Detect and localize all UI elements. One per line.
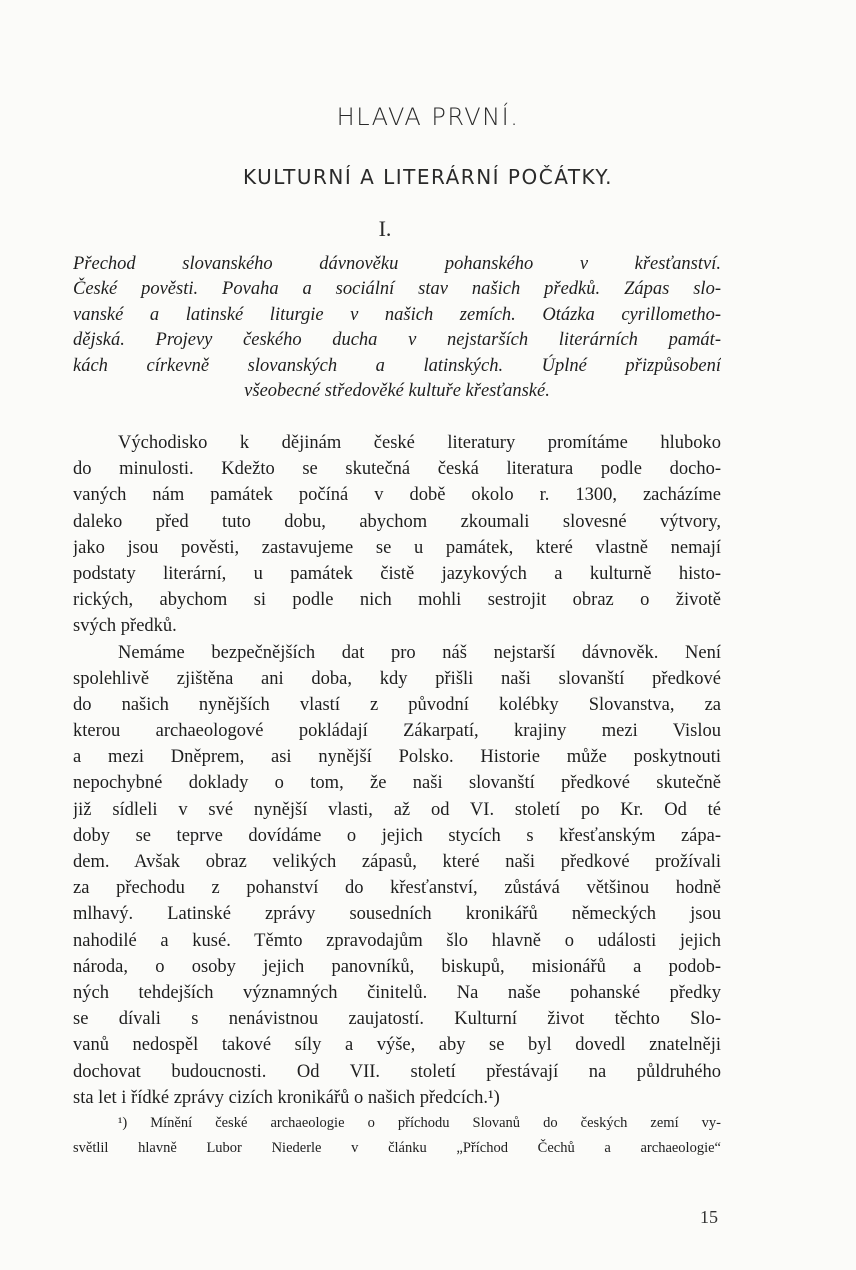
paragraph-line: nahodilé a kusé. Těmto zpravodajům šlo hlavně o události jejich <box>73 930 721 951</box>
paragraph-line: národa, o osoby jejich panovníků, biskupů, misionářů a podob- <box>73 956 721 977</box>
paragraph-line: dem. Avšak obraz velikých zápasů, které naši předkové prožívali <box>73 852 721 872</box>
paragraph-line: do našich nynějších vlastí z původní kolébky Slovanstva, za <box>73 694 721 715</box>
paragraph-2 <box>73 640 721 1111</box>
paragraph-line: Nemáme bezpečnějších dat pro náš nejstarší dávnověk. Není <box>118 642 721 663</box>
summary-line: České pověsti. Povaha a sociální stav našich předků. Zápas slo- <box>73 279 721 300</box>
paragraph-line: již sídleli v své nynější vlasti, až od VI. století po Kr. Od té <box>73 799 721 820</box>
paragraph-line: daleko před tuto dobu, abychom zkoumali slovesné výtvory, <box>73 511 721 532</box>
paragraph-line: vaných nám památek počíná v době okolo r. 1300, zacházíme <box>73 485 721 506</box>
page-number: 15 <box>700 1207 718 1227</box>
paragraph-line: Východisko k dějinám české literatury promítáme hluboko <box>118 433 721 453</box>
summary-line: dějská. Projevy českého ducha v nejstarších literárních památ- <box>73 330 721 351</box>
paragraph-line: ných tehdejších významných činitelů. Na naše pohanské předky <box>73 982 721 1003</box>
paragraph-1 <box>73 430 721 640</box>
footnote-line: světlil hlavně Lubor Niederle v článku „Příchod Čechů a archaeologie“ <box>73 1140 721 1156</box>
paragraph-line: svých předků. <box>73 616 177 637</box>
paragraph-line: nepochybné doklady o tom, že naši slovanští předkové skutečně <box>73 773 721 794</box>
summary-line: vanské a latinské liturgie v našich zemích. Otázka cyrillometho- <box>73 304 721 325</box>
paragraph-line: jako jsou pověsti, zastavujeme se u památek, které vlastně nemají <box>73 537 721 558</box>
summary-line: Přechod slovanského dávnověku pohanského v křesťanství. <box>73 254 721 274</box>
paragraph-line: a mezi Dněprem, asi nynější Polsko. Historie může poskytnouti <box>73 747 721 768</box>
body-text <box>73 430 721 1111</box>
summary-line: kách církevně slovanských a latinských. Úplné přizpůsobení <box>73 355 721 376</box>
paragraph-line: mlhavý. Latinské zprávy sousedních kronikářů německých jsou <box>73 904 721 925</box>
paragraph-line: kterou archaeologové pokládají Zákarpatí, krajiny mezi Vislou <box>73 721 721 742</box>
paragraph-line: se dívali s nenávistnou zaujatostí. Kulturní život těchto Slo- <box>73 1009 721 1030</box>
paragraph-line: do minulosti. Kdežto se skutečná česká literatura podle docho- <box>73 459 721 480</box>
section-number: I. <box>378 216 392 241</box>
paragraph-line: vanů nedospěl takové síly a výše, aby se byl dovedl znatelněji <box>73 1035 721 1056</box>
chapter-heading: HLAVA PRVNÍ. <box>336 103 520 131</box>
paragraph-line: spolehlivě zjištěna ani doba, kdy přišli naši slovanští předkové <box>73 668 721 689</box>
paragraph-line: doby se teprve dovídáme o jejich stycích s křesťanským zápa- <box>73 825 721 846</box>
footnote <box>73 1111 721 1161</box>
paragraph-line: dochovat budoucnosti. Od VII. století přestávají na půldruhého <box>73 1061 721 1082</box>
paragraph-line: za přechodu z pohanství do křesťanství, zůstává většinou hodně <box>73 878 721 899</box>
paragraph-line: rických, abychom si podle nich mohli sestrojit obraz o životě <box>73 590 721 611</box>
paragraph-line: podstaty literární, u památek čistě jazykových a kulturně histo- <box>73 563 721 584</box>
chapter-subtitle: KULTURNÍ A LITERÁRNÍ POČÁTKY. <box>243 165 613 189</box>
section-summary <box>73 252 721 404</box>
summary-line: všeobecné středověké kultuře křesťanské. <box>244 380 550 401</box>
paragraph-line: sta let i řídké zprávy cizích kronikářů o našich předcích.¹) <box>73 1087 500 1108</box>
footnote-line: ¹) Mínění české archaeologie o příchodu Slovanů do českých zemí vy- <box>118 1115 721 1131</box>
